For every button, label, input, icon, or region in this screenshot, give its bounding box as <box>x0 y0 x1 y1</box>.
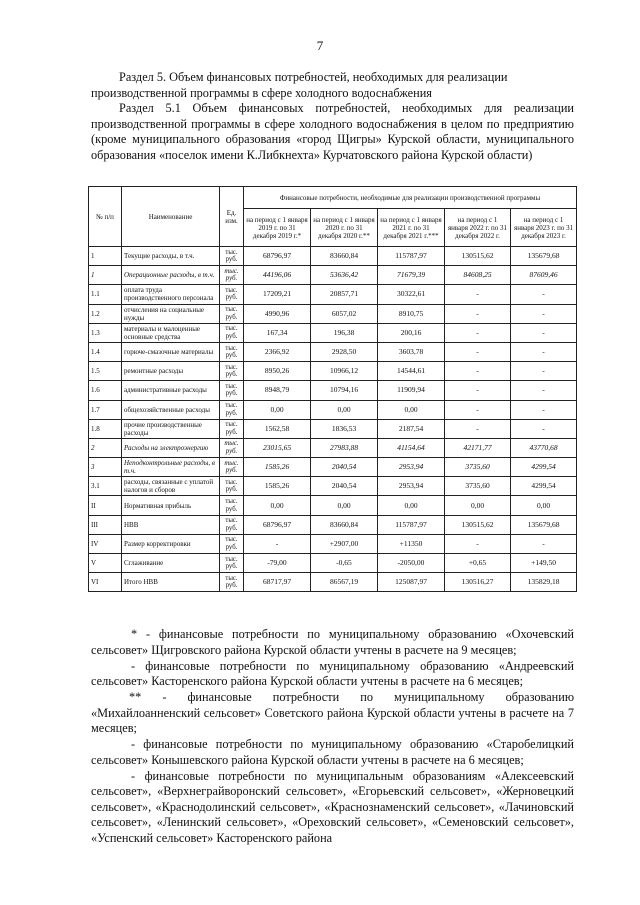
row-unit: тыс. руб. <box>220 458 244 477</box>
table-row <box>89 323 577 342</box>
row-value: 41154,64 <box>378 438 445 457</box>
table-body <box>89 247 577 592</box>
row-unit: тыс. руб. <box>220 438 244 457</box>
row-value: 4299,54 <box>511 458 577 477</box>
table-row <box>89 285 577 304</box>
row-value: 43770,68 <box>511 438 577 457</box>
row-index: 1.5 <box>89 362 122 381</box>
table-row <box>89 573 577 592</box>
row-value: 115787,97 <box>378 247 445 266</box>
row-value: 4990,96 <box>244 304 311 323</box>
row-value: - <box>445 342 511 361</box>
row-index: V <box>89 554 122 573</box>
row-value: -79,00 <box>244 554 311 573</box>
row-unit: тыс. руб. <box>220 573 244 592</box>
row-value: 83660,84 <box>311 247 378 266</box>
table-row <box>89 342 577 361</box>
row-value: - <box>445 362 511 381</box>
row-index: 1 <box>89 247 122 266</box>
row-unit: тыс. руб. <box>220 266 244 285</box>
row-index: 1 <box>89 266 122 285</box>
row-value: 10966,12 <box>311 362 378 381</box>
row-value: 8950,26 <box>244 362 311 381</box>
period-header: на период с 1 января 2022 г. по 31 декабря 2022 г. <box>445 209 511 247</box>
row-value: 87609,46 <box>511 266 577 285</box>
row-unit: тыс. руб. <box>220 400 244 419</box>
row-name: материалы и малоценные основные средства <box>122 323 220 342</box>
row-unit: тыс. руб. <box>220 477 244 496</box>
row-value: - <box>445 400 511 419</box>
row-value: 2953,94 <box>378 477 445 496</box>
row-unit: тыс. руб. <box>220 342 244 361</box>
row-name: Неподконтрольные расходы, в т.ч. <box>122 458 220 477</box>
row-value: 23015,65 <box>244 438 311 457</box>
row-value: 130515,62 <box>445 515 511 534</box>
section-5-heading: Раздел 5. Объем финансовых потребностей, необходимых для реализации производственной программы в сфере холодного водоснабжения <box>91 70 508 100</box>
row-name: горюче-смазочные материалы <box>122 342 220 361</box>
row-value: 130515,62 <box>445 247 511 266</box>
row-unit: тыс. руб. <box>220 362 244 381</box>
row-name: Операционные расходы, в т.ч. <box>122 266 220 285</box>
row-value: 1562,58 <box>244 419 311 438</box>
row-value: 0,00 <box>311 496 378 515</box>
period-header: на период с 1 января 2021 г. по 31 декабря 2021 г.*** <box>378 209 445 247</box>
row-value: 0,00 <box>244 400 311 419</box>
row-index: 1.3 <box>89 323 122 342</box>
row-value: 71679,39 <box>378 266 445 285</box>
row-unit: тыс. руб. <box>220 381 244 400</box>
period-header: на период с 1 января 2023 г. по 31 декабря 2023 г. <box>511 209 577 247</box>
row-value: 135679,68 <box>511 515 577 534</box>
row-value: 84608,25 <box>445 266 511 285</box>
row-unit: тыс. руб. <box>220 534 244 553</box>
row-value: - <box>511 304 577 323</box>
row-name: ремонтные расходы <box>122 362 220 381</box>
row-unit: тыс. руб. <box>220 285 244 304</box>
row-index: 3 <box>89 458 122 477</box>
row-value: 1585,26 <box>244 477 311 496</box>
row-value: 196,38 <box>311 323 378 342</box>
row-value: - <box>445 534 511 553</box>
row-value: 0,00 <box>378 400 445 419</box>
row-value: - <box>445 285 511 304</box>
row-value: 83660,84 <box>311 515 378 534</box>
row-value: 125087,97 <box>378 573 445 592</box>
row-value: 130516,27 <box>445 573 511 592</box>
row-name: отчисления на социальные нужды <box>122 304 220 323</box>
table-row <box>89 304 577 323</box>
row-value: 10794,16 <box>311 381 378 400</box>
row-value: 4299,54 <box>511 477 577 496</box>
row-index: 3.1 <box>89 477 122 496</box>
row-value: 0,00 <box>378 496 445 515</box>
row-value: 2366,92 <box>244 342 311 361</box>
footnotes <box>91 627 574 847</box>
row-value: - <box>244 534 311 553</box>
table-row <box>89 247 577 266</box>
table-row <box>89 381 577 400</box>
row-value: 115787,97 <box>378 515 445 534</box>
row-name: НВВ <box>122 515 220 534</box>
table-row <box>89 515 577 534</box>
table-row <box>89 419 577 438</box>
row-unit: тыс. руб. <box>220 419 244 438</box>
row-name: Размер корректировки <box>122 534 220 553</box>
row-value: - <box>511 534 577 553</box>
footnote: - финансовые потребности по муниципальному образованию «Андреевский сельсовет» Касторенского района Курской области учтены в расчете на 6 месяцев; <box>91 658 574 688</box>
row-value: 11909,94 <box>378 381 445 400</box>
row-value: - <box>511 381 577 400</box>
row-value: - <box>511 285 577 304</box>
row-value: - <box>511 400 577 419</box>
row-value: 2953,94 <box>378 458 445 477</box>
row-index: 1.1 <box>89 285 122 304</box>
row-value: 8948,79 <box>244 381 311 400</box>
row-name: Итого НВВ <box>122 573 220 592</box>
row-value: 3735,60 <box>445 477 511 496</box>
col-name-header: Наименование <box>122 187 220 247</box>
section-5-1-heading: Раздел 5.1 Объем финансовых потребностей, необходимых для реализации производственной программы в сфере холодного водоснабжения в целом по предприятию (кроме муниципального образования «город Щигры» Курской области, муниципального образования «поселок имени К.Либкнехта» Курчатовского района Курской области) <box>91 101 574 162</box>
row-index: 1.6 <box>89 381 122 400</box>
row-value: -0,65 <box>311 554 378 573</box>
row-index: 2 <box>89 438 122 457</box>
row-unit: тыс. руб. <box>220 247 244 266</box>
row-value: 1585,26 <box>244 458 311 477</box>
row-value: - <box>445 381 511 400</box>
row-index: IV <box>89 534 122 553</box>
table-row <box>89 266 577 285</box>
row-value: +11350 <box>378 534 445 553</box>
footnote: * - финансовые потребности по муниципальному образованию «Охочевский сельсовет» Щигровского района Курской области учтены в расчете на 9 месяцев; <box>91 627 574 657</box>
row-value: - <box>511 342 577 361</box>
row-value: - <box>511 323 577 342</box>
row-value: 6057,02 <box>311 304 378 323</box>
row-unit: тыс. руб. <box>220 323 244 342</box>
row-value: -2050,00 <box>378 554 445 573</box>
row-value: 86567,19 <box>311 573 378 592</box>
row-name: административные расходы <box>122 381 220 400</box>
row-value: 2928,50 <box>311 342 378 361</box>
row-value: 3603,78 <box>378 342 445 361</box>
row-value: 30322,61 <box>378 285 445 304</box>
row-value: 14544,61 <box>378 362 445 381</box>
col-unit-header: Ед. изм. <box>220 187 244 247</box>
row-value: - <box>511 362 577 381</box>
table-row <box>89 477 577 496</box>
row-value: 8910,75 <box>378 304 445 323</box>
row-value: - <box>445 419 511 438</box>
row-value: 200,16 <box>378 323 445 342</box>
row-name: прочие производственные расходы <box>122 419 220 438</box>
row-index: VI <box>89 573 122 592</box>
row-index: III <box>89 515 122 534</box>
table-row <box>89 438 577 457</box>
row-value: - <box>445 304 511 323</box>
row-name: общехозяйственные расходы <box>122 400 220 419</box>
table-row <box>89 496 577 515</box>
row-unit: тыс. руб. <box>220 304 244 323</box>
financial-needs-table <box>88 186 577 592</box>
row-name: Расходы на электроэнергию <box>122 438 220 457</box>
row-index: 1.2 <box>89 304 122 323</box>
row-value: 135679,68 <box>511 247 577 266</box>
row-value: 167,34 <box>244 323 311 342</box>
footnote: ** - финансовые потребности по муниципальному образованию «Михайлоанненский сельсовет» Советского района Курской области учтены в расчете на 7 месяцев; <box>91 690 574 735</box>
row-index: 1.7 <box>89 400 122 419</box>
row-value: 68796,97 <box>244 247 311 266</box>
table-row <box>89 534 577 553</box>
row-value: 68796,97 <box>244 515 311 534</box>
col-number-header: № п/п <box>89 187 122 247</box>
row-index: 1.8 <box>89 419 122 438</box>
row-value: 3735,60 <box>445 458 511 477</box>
row-value: 42171,77 <box>445 438 511 457</box>
row-index: II <box>89 496 122 515</box>
row-name: расходы, связанные с уплатой налогов и сборов <box>122 477 220 496</box>
footnote: - финансовые потребности по муниципальному образованию «Старобелицкий сельсовет» Конышевского района Курской области учтены в расчете на 6 месяцев; <box>91 737 574 767</box>
row-value: 0,00 <box>311 400 378 419</box>
table-row <box>89 458 577 477</box>
row-unit: тыс. руб. <box>220 496 244 515</box>
footnote: - финансовые потребности по муниципальным образованиям «Алексеевский сельсовет», «Верхнеграйворонский сельсовет», «Егорьевский сельсовет», «Жерновецкий сельсовет», «Краснодолинский сельсовет», «Краснознаменский сельсовет», «Лачиновский сельсовет», «Ленинский сельсовет», «Ореховский сельсовет», «Семеновский сельсовет», «Успенский сельсовет» Касторенского района <box>91 768 574 845</box>
row-unit: тыс. руб. <box>220 515 244 534</box>
table-row <box>89 554 577 573</box>
row-name: Нормативная прибыль <box>122 496 220 515</box>
row-name: оплата труда производственного персонала <box>122 285 220 304</box>
row-name: Сглаживание <box>122 554 220 573</box>
row-value: 27983,88 <box>311 438 378 457</box>
table-row <box>89 400 577 419</box>
row-value: 0,00 <box>445 496 511 515</box>
row-value: 17209,21 <box>244 285 311 304</box>
row-unit: тыс. руб. <box>220 554 244 573</box>
period-header: на период с 1 января 2019 г. по 31 декабря 2019 г.* <box>244 209 311 247</box>
group-header: Финансовые потребности, необходимые для реализации производственной программы <box>244 187 577 209</box>
row-value: 2187,54 <box>378 419 445 438</box>
table-row <box>89 362 577 381</box>
row-value: - <box>511 419 577 438</box>
row-value: 68717,97 <box>244 573 311 592</box>
period-header: на период с 1 января 2020 г. по 31 декабря 2020 г.** <box>311 209 378 247</box>
row-value: 0,00 <box>511 496 577 515</box>
page-number: 7 <box>316 38 324 53</box>
row-value: +149,50 <box>511 554 577 573</box>
row-value: 2040,54 <box>311 458 378 477</box>
row-name: Текущие расходы, в т.ч. <box>122 247 220 266</box>
row-value: 20857,71 <box>311 285 378 304</box>
row-value: 1836,53 <box>311 419 378 438</box>
row-value: +0,65 <box>445 554 511 573</box>
row-value: 44196,06 <box>244 266 311 285</box>
row-value: +2907,00 <box>311 534 378 553</box>
row-value: 0,00 <box>244 496 311 515</box>
row-value: 135829,18 <box>511 573 577 592</box>
row-value: - <box>445 323 511 342</box>
row-value: 2040,54 <box>311 477 378 496</box>
row-index: 1.4 <box>89 342 122 361</box>
row-value: 53636,42 <box>311 266 378 285</box>
